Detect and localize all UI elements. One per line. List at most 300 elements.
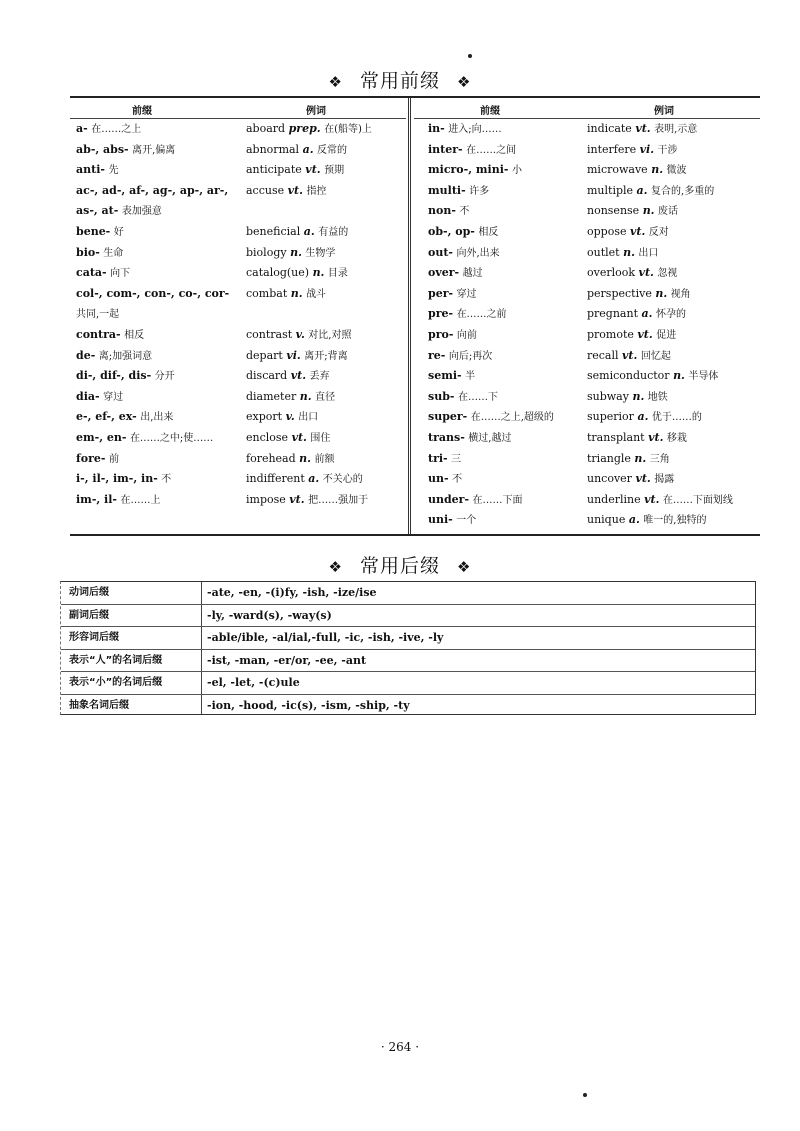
example-word: diameter: [246, 389, 297, 403]
prefix-form: un-: [428, 472, 449, 486]
prefix-meaning: 三: [451, 453, 462, 465]
prefix-form: pro-: [428, 327, 454, 341]
prefix-meaning: 在……下: [457, 391, 498, 403]
part-of-speech: v.: [285, 410, 295, 424]
prefix-row: [414, 284, 760, 305]
example-gloss: 有益的: [318, 226, 349, 238]
prefix-cell: [428, 304, 507, 326]
example-cell: [587, 263, 677, 285]
prefix-form: as-, at-: [76, 204, 119, 218]
example-gloss: 揭露: [654, 474, 675, 486]
prefix-form: in-: [428, 122, 445, 135]
suffix-section-title: [0, 551, 800, 578]
prefix-cell: [76, 325, 144, 347]
prefix-cell: [76, 407, 173, 429]
example-gloss: 丢弃: [309, 371, 330, 383]
prefix-cell: [76, 119, 141, 141]
prefix-form: semi-: [428, 369, 462, 383]
part-of-speech: n.: [623, 245, 635, 259]
prefix-meaning: 在……之上,超级的: [470, 412, 554, 424]
part-of-speech: a.: [303, 224, 315, 238]
prefix-meaning: 出,出来: [140, 412, 174, 424]
part-of-speech: a.: [641, 307, 653, 321]
example-gloss: 战斗: [306, 288, 327, 300]
prefix-form: a-: [76, 122, 88, 135]
prefix-table: [70, 96, 760, 536]
prefix-form: im-, il-: [76, 492, 117, 506]
prefix-cell: [76, 366, 175, 388]
prefix-cell: [76, 387, 123, 409]
suffix-row: [61, 582, 755, 605]
example-gloss: 唯一的,独特的: [643, 515, 707, 527]
prefix-form: trans-: [428, 430, 465, 444]
prefix-row: [70, 346, 406, 367]
prefix-form: bene-: [76, 224, 111, 238]
example-word: recall: [587, 348, 619, 362]
prefix-cell: [76, 284, 229, 306]
example-cell: [587, 407, 702, 429]
example-cell: [587, 243, 658, 265]
example-word: overlook: [587, 266, 636, 280]
speck: [583, 1093, 587, 1097]
example-cell: [246, 387, 335, 409]
example-cell: [246, 407, 318, 429]
prefix-section-title: [0, 66, 800, 93]
example-gloss: 把……强加于: [308, 494, 369, 506]
example-word: impose: [246, 492, 286, 506]
example-cell: [246, 160, 344, 182]
example-gloss: 促进: [656, 329, 677, 341]
prefix-form: pre-: [428, 307, 454, 321]
prefix-row: [414, 407, 760, 428]
suffix-list: -able/ible, -al/ial,-full, -ic, -ish, -ive, -ly: [207, 631, 444, 645]
example-gloss: 三角: [649, 453, 670, 465]
example-gloss: 出口: [638, 247, 659, 259]
prefix-meaning: 在……之上: [91, 124, 142, 135]
example-gloss: 在……下面划线: [662, 494, 733, 506]
prefix-row: [70, 490, 406, 511]
prefix-row: [70, 222, 406, 243]
prefix-row: [414, 181, 760, 202]
suffix-list: -el, -let, -(c)ule: [207, 676, 300, 690]
prefix-row: [414, 243, 760, 264]
prefix-row: [70, 119, 406, 140]
example-word: transplant: [587, 430, 645, 444]
prefix-meaning: 横过,越过: [468, 432, 512, 444]
part-of-speech: a.: [302, 142, 314, 156]
example-gloss: 忽视: [657, 268, 678, 280]
part-of-speech: n.: [632, 389, 645, 403]
example-word: catalog(ue): [246, 266, 310, 280]
example-gloss: 在(船等)上: [324, 124, 372, 135]
prefix-meaning: 离;加强词意: [98, 350, 153, 362]
header-example: 例词: [654, 106, 674, 117]
prefix-meaning: 在……之间: [466, 144, 517, 156]
example-word: discard: [246, 369, 288, 383]
prefix-meaning: 许多: [469, 185, 490, 197]
prefix-row: [414, 119, 760, 140]
prefix-cell: [428, 160, 522, 182]
prefix-cell: [428, 407, 554, 429]
prefix-row: [414, 366, 760, 387]
part-of-speech: vt.: [290, 369, 307, 383]
part-of-speech: vt.: [289, 492, 305, 506]
example-gloss: 回忆起: [640, 350, 671, 362]
prefix-cell: [428, 263, 483, 285]
prefix-row: [70, 284, 406, 305]
prefix-row: [70, 428, 406, 449]
prefix-cell: [428, 119, 502, 141]
prefix-form: di-, dif-, dis-: [76, 369, 152, 383]
prefix-row: [70, 160, 406, 181]
prefix-row: [70, 243, 406, 264]
prefix-meaning: 生命: [103, 247, 124, 259]
example-cell: [246, 263, 348, 285]
prefix-row: [70, 387, 406, 408]
example-cell: [587, 201, 678, 223]
example-cell: [587, 284, 691, 306]
suffix-list: -ion, -hood, -ic(s), -ism, -ship, -ty: [207, 698, 410, 712]
example-cell: [246, 366, 330, 388]
prefix-row: [414, 346, 760, 367]
suffix-type: 表示“人”的名词后缀: [69, 654, 163, 666]
example-word: unique: [587, 513, 626, 527]
example-word: subway: [587, 389, 629, 403]
prefix-meaning: 分开: [154, 371, 175, 383]
example-gloss: 预期: [324, 165, 345, 177]
prefix-cell: [428, 346, 492, 368]
prefix-meaning: 穿过: [103, 391, 124, 403]
example-word: triangle: [587, 451, 631, 465]
header-prefix: 前缀: [132, 106, 152, 117]
example-word: microwave: [587, 163, 648, 177]
prefix-row: [414, 263, 760, 284]
example-gloss: 指控: [306, 185, 327, 197]
prefix-meaning: 穿过: [456, 288, 477, 300]
example-cell: [246, 140, 347, 162]
example-cell: [246, 119, 372, 141]
prefix-row: [70, 449, 406, 470]
prefix-form: non-: [428, 204, 456, 218]
part-of-speech: a.: [636, 183, 648, 197]
prefix-meaning: 在……之前: [456, 309, 507, 321]
prefix-meaning: 向外,出来: [456, 247, 500, 259]
prefix-cell: [76, 181, 228, 203]
table-header: [414, 98, 760, 119]
example-word: perspective: [587, 286, 652, 300]
prefix-form: per-: [428, 286, 454, 300]
example-cell: [587, 366, 718, 388]
prefix-form: under-: [428, 492, 470, 506]
prefix-cell: [428, 387, 498, 409]
example-word: contrast: [246, 327, 293, 341]
part-of-speech: n.: [655, 286, 668, 300]
prefix-meaning: 在……之中;使……: [129, 432, 214, 444]
column-divider: [408, 98, 411, 534]
part-of-speech: n.: [673, 369, 685, 383]
suffix-type: 表示“小”的名词后缀: [69, 677, 163, 689]
suffix-type: 副词后缀: [69, 609, 109, 621]
prefix-meaning: 不: [161, 474, 172, 486]
prefix-meaning: 共同,一起: [76, 309, 120, 321]
prefix-cell: [428, 284, 477, 306]
prefix-row: [70, 325, 406, 346]
example-cell: [587, 325, 676, 347]
page-number: · 264 ·: [380, 1040, 420, 1054]
prefix-cell: [428, 243, 500, 265]
example-word: underline: [587, 492, 641, 506]
prefix-cell: [428, 428, 511, 450]
example-word: forehead: [246, 451, 296, 465]
example-word: combat: [246, 286, 288, 300]
part-of-speech: n.: [299, 451, 311, 465]
diamond-ornament-icon: ❖: [457, 73, 472, 91]
prefix-row: [414, 449, 760, 470]
example-word: nonsense: [587, 204, 640, 218]
prefix-cell: [76, 346, 152, 368]
example-gloss: 反对: [648, 226, 669, 238]
part-of-speech: vt.: [635, 472, 651, 486]
prefix-row: [414, 469, 760, 490]
example-cell: [246, 428, 330, 450]
example-gloss: 生物学: [305, 247, 336, 259]
prefix-form: multi-: [428, 183, 466, 197]
prefix-cell: [428, 201, 469, 223]
prefix-meaning: 半: [465, 371, 476, 383]
prefix-cell: [428, 366, 475, 388]
example-cell: [587, 428, 687, 450]
prefix-meaning: 离开,偏离: [132, 144, 176, 156]
prefix-meaning: 越过: [462, 268, 483, 280]
table-header: [70, 98, 406, 119]
part-of-speech: vt.: [637, 327, 653, 341]
part-of-speech: n.: [312, 266, 325, 280]
prefix-row: [414, 428, 760, 449]
example-word: export: [246, 410, 283, 424]
prefix-row: [414, 387, 760, 408]
prefix-form: over-: [428, 266, 460, 280]
prefix-cell: [428, 140, 516, 162]
example-gloss: 直径: [315, 391, 336, 403]
example-cell: [587, 469, 674, 491]
prefix-row: [414, 140, 760, 161]
suffix-list: -ate, -en, -(i)fy, -ish, -ize/ise: [207, 586, 377, 599]
prefix-table-left: [70, 98, 406, 510]
example-cell: [246, 449, 334, 471]
part-of-speech: prep.: [288, 122, 321, 135]
example-cell: [246, 222, 348, 244]
example-cell: [246, 490, 368, 512]
example-cell: [587, 304, 686, 326]
prefix-cell: [76, 263, 130, 285]
prefix-row: [70, 263, 406, 284]
example-word: outlet: [587, 245, 620, 259]
prefix-form: fore-: [76, 451, 106, 465]
example-cell: [587, 160, 687, 182]
example-cell: [587, 140, 678, 162]
suffix-row: [61, 650, 755, 673]
example-word: oppose: [587, 224, 627, 238]
prefix-meaning: 小: [511, 165, 522, 177]
prefix-form: inter-: [428, 142, 463, 156]
part-of-speech: n.: [299, 389, 312, 403]
prefix-cell: [428, 490, 523, 512]
example-gloss: 前额: [314, 453, 335, 465]
prefix-meaning: 前: [108, 453, 119, 465]
example-word: indicate: [587, 122, 632, 135]
example-gloss: 复合的,多重的: [651, 185, 715, 197]
prefix-meaning: 相反: [478, 226, 499, 238]
example-cell: [246, 346, 348, 368]
part-of-speech: n.: [651, 163, 664, 177]
prefix-meaning: 进入;向……: [448, 124, 502, 135]
example-word: biology: [246, 245, 287, 259]
example-gloss: 目录: [327, 268, 348, 280]
suffix-table: [60, 581, 756, 715]
prefix-form: anti-: [76, 163, 105, 177]
part-of-speech: vt.: [648, 430, 664, 444]
part-of-speech: v.: [295, 327, 305, 341]
prefix-row: [414, 490, 760, 511]
prefix-meaning: 表加强意: [121, 206, 162, 218]
prefix-cell: [76, 469, 171, 491]
prefix-cell: [428, 181, 489, 203]
part-of-speech: vt.: [635, 122, 651, 135]
prefix-form: ab-, abs-: [76, 142, 129, 156]
prefix-row: [70, 407, 406, 428]
part-of-speech: vi.: [639, 142, 655, 156]
part-of-speech: vt.: [291, 430, 307, 444]
suffix-list: -ly, -ward(s), -way(s): [207, 608, 332, 622]
prefix-meaning: 在……上: [120, 494, 161, 506]
prefix-form: super-: [428, 410, 468, 424]
part-of-speech: a.: [628, 513, 640, 527]
prefix-form: col-, com-, con-, co-, cor-: [76, 286, 230, 300]
prefix-form: tri-: [428, 451, 448, 465]
prefix-cell: [76, 222, 124, 244]
header-example: 例词: [306, 106, 326, 117]
prefix-cell: [76, 160, 118, 182]
suffix-row: [61, 627, 755, 650]
example-cell: [587, 449, 670, 471]
part-of-speech: vt.: [644, 492, 660, 506]
prefix-meaning: 向前: [456, 329, 477, 341]
example-word: enclose: [246, 430, 289, 444]
prefix-cell: [428, 222, 498, 244]
example-word: beneficial: [246, 224, 301, 238]
example-gloss: 移栽: [666, 432, 687, 444]
example-cell: [587, 119, 697, 141]
example-cell: [246, 243, 335, 265]
example-cell: [587, 346, 671, 368]
part-of-speech: vt.: [638, 266, 654, 280]
prefix-title-text: 常用前缀: [359, 70, 440, 92]
part-of-speech: a.: [637, 410, 649, 424]
example-gloss: 对比,对照: [308, 329, 352, 341]
part-of-speech: vt.: [287, 183, 303, 197]
prefix-meaning: 不: [459, 206, 470, 218]
prefix-form: e-, ef-, ex-: [76, 410, 137, 424]
example-gloss: 围住: [310, 432, 331, 444]
example-word: anticipate: [246, 163, 302, 177]
prefix-form: sub-: [428, 389, 455, 403]
diamond-ornament-icon: ❖: [328, 558, 343, 576]
prefix-meaning: 向后;再次: [448, 350, 493, 362]
example-word: abnormal: [246, 142, 300, 156]
prefix-form: micro-, mini-: [428, 163, 509, 177]
prefix-form: dia-: [76, 389, 100, 403]
prefix-cell: [428, 325, 477, 347]
prefix-form: bio-: [76, 245, 100, 259]
example-gloss: 优于……的: [651, 412, 702, 424]
example-cell: [246, 284, 326, 306]
example-gloss: 出口: [298, 412, 319, 424]
prefix-cell: [76, 201, 162, 223]
suffix-row: [61, 672, 755, 695]
example-gloss: 表明,示意: [654, 124, 698, 135]
prefix-meaning: 向下: [110, 268, 131, 280]
prefix-meaning: 不: [452, 474, 463, 486]
prefix-form: de-: [76, 348, 96, 362]
suffix-type: 动词后缀: [69, 587, 109, 598]
example-gloss: 离开;背离: [304, 350, 348, 362]
prefix-meaning: 先: [108, 165, 119, 177]
example-word: superior: [587, 410, 634, 424]
example-gloss: 干涉: [657, 144, 678, 156]
example-word: uncover: [587, 472, 632, 486]
prefix-cell: [428, 449, 461, 471]
example-gloss: 微波: [666, 165, 687, 177]
prefix-row: [414, 510, 760, 531]
example-word: aboard: [246, 122, 286, 135]
part-of-speech: n.: [634, 451, 647, 465]
speck: [468, 54, 472, 58]
diamond-ornament-icon: ❖: [328, 73, 343, 91]
header-prefix: 前缀: [480, 106, 500, 117]
example-cell: [587, 181, 714, 203]
prefix-cell: [428, 510, 476, 532]
part-of-speech: a.: [308, 472, 320, 486]
example-word: indifferent: [246, 472, 305, 486]
prefix-meaning: 一个: [456, 515, 477, 527]
part-of-speech: n.: [290, 286, 303, 300]
prefix-form: ac-, ad-, af-, ag-, ap-, ar-,: [76, 183, 229, 197]
prefix-form: em-, en-: [76, 430, 127, 444]
prefix-row: [414, 160, 760, 181]
prefix-meaning: 好: [113, 226, 124, 238]
example-cell: [246, 469, 363, 491]
prefix-row: [70, 181, 406, 202]
prefix-cell: [428, 469, 462, 491]
example-word: pregnant: [587, 307, 638, 321]
example-word: multiple: [587, 183, 634, 197]
suffix-type: 形容词后缀: [69, 632, 119, 644]
suffix-row: [61, 605, 755, 628]
prefix-meaning: 相反: [124, 329, 145, 341]
part-of-speech: vt.: [305, 163, 321, 177]
prefix-form: uni-: [428, 513, 453, 527]
example-word: accuse: [246, 183, 285, 197]
example-gloss: 废话: [658, 206, 679, 218]
prefix-row: [414, 201, 760, 222]
part-of-speech: vi.: [286, 348, 301, 362]
prefix-row: [70, 140, 406, 161]
prefix-row: [70, 469, 406, 490]
prefix-row: [414, 222, 760, 243]
example-word: depart: [246, 348, 283, 362]
prefix-row: [70, 366, 406, 387]
example-cell: [587, 222, 669, 244]
